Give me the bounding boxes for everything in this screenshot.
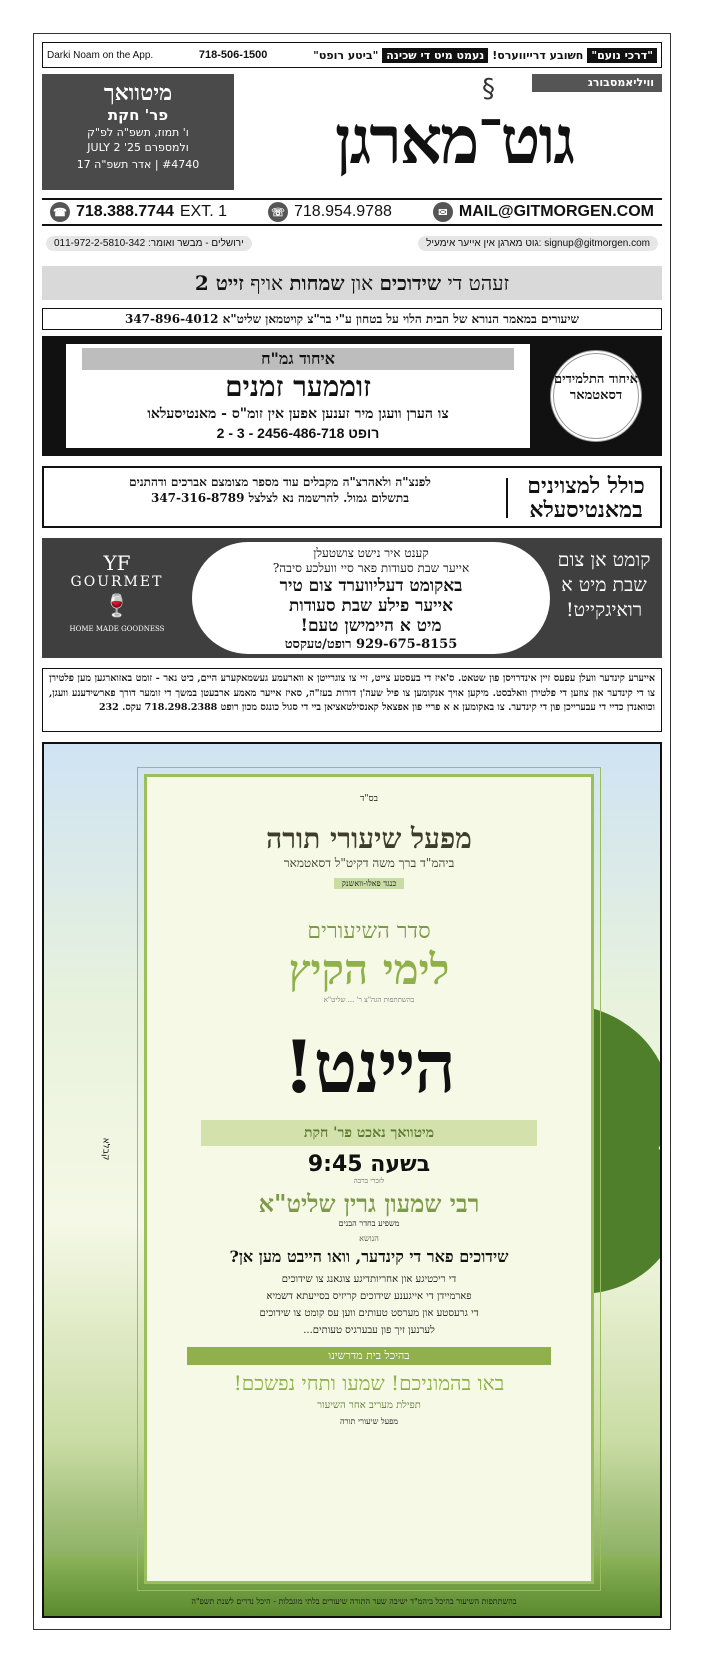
contact-bar xyxy=(42,198,662,226)
ticker-quote: "ביטע רופט" xyxy=(313,48,379,62)
poster-question: שידוכים פאר די קינדער, וואו הייבט מען אן? xyxy=(229,1247,509,1266)
phone-ext: EXT. 1 xyxy=(179,203,228,220)
headline-bar[interactable] xyxy=(42,266,662,300)
city-label: וויליאמסבורג xyxy=(532,74,662,92)
contact-phone-secondary[interactable] xyxy=(268,202,392,222)
poster-prayer-note: תפילת מעריב אחר השיעור xyxy=(317,1400,421,1411)
ticker-middle: חשובע דרייווערס! xyxy=(492,48,584,62)
ad-kollel-line1: לפנצ"ה ולאהרצ"ה מקבלים עוד מספר מצומצם אברכים ודהתנים xyxy=(129,475,431,489)
poster-body-line: פארמיידן די אייגענע שידוכים קריזיס בסייעתא דשמיא xyxy=(266,1291,472,1302)
masthead xyxy=(42,74,662,190)
issue-date-hebrew: ו' תמוז, תשפ"ה לפ"ק xyxy=(87,126,189,139)
issue-date-english: ולמספרם JULY 2 '25 xyxy=(87,141,189,154)
poster-card xyxy=(144,774,594,1584)
ticker-phone: 718-506-1500 xyxy=(198,49,268,61)
poster-topic-label: הנושא xyxy=(359,1234,379,1243)
poster-signature: מפעל שיעורי תורה xyxy=(339,1417,399,1426)
coffee-steam-icon: § xyxy=(482,74,495,104)
ad-kollel-text xyxy=(50,474,510,506)
gourmet-right-text: קומט אן צום שבת מיט א רואיגקייט! xyxy=(557,549,651,621)
signup-info[interactable]: signup@gitmorgen.com :גוט מארגן אין אייער אימעיל xyxy=(418,236,658,251)
ad-kollel-title: כולל למצוינים במאנטיסעלא xyxy=(527,473,645,523)
ticker-right xyxy=(313,48,657,63)
headline-simchos: שמחות xyxy=(289,271,345,295)
poster-call: באו בהמוניכם! שמעו ותחי נפשכם! xyxy=(233,1371,505,1395)
poster-body-line: די גרעסטע און מערסט טעותים ווען עס קומט צו שידוכים xyxy=(259,1308,479,1319)
poster-footer: בהשתתפות השיעור בהיכל ביהמ"ד ישיבה שער התורה שיעורים בלתי מוגבלות - היכל נדרים לשנת תשפ"ה xyxy=(191,1597,517,1606)
poster-small-note: בהשתתפות הגה"צ ר' ... שליט"א xyxy=(323,996,415,1004)
issue-number: #4740 | אדר תשפ"ה 17 xyxy=(76,158,200,171)
ad-gemach-phone: רופט 2456-486-718 - 3 - 2 xyxy=(216,425,380,441)
subscription-bar xyxy=(42,232,662,254)
ticker-tag-secondary: נעמט מיט די שכינה xyxy=(382,48,488,63)
gourmet-logo xyxy=(48,546,186,650)
email: MAIL@GITMORGEN.COM xyxy=(458,203,654,220)
ad-gemach-band: איחוד גמ"ח xyxy=(82,348,514,370)
poster-org: מפעל שיעורי תורה xyxy=(266,822,472,855)
contact-phone-main[interactable] xyxy=(50,202,227,222)
poster-tiny: לזכרי ברכה xyxy=(353,1177,385,1185)
ad-kollel xyxy=(42,466,662,528)
poster-org-sub: ביהמ"ד ברך משה דקיט"ל דסאטמאר xyxy=(283,856,455,870)
newspaper-logo: גוט־מארגן xyxy=(334,101,574,179)
headline-post: אויף xyxy=(250,271,283,295)
ticker-left-text: Darki Noam on the App. xyxy=(47,49,154,61)
top-ticker xyxy=(42,42,662,68)
poster-time: בשעה 9:45 xyxy=(307,1152,431,1177)
poster-tag: כנגד פאלו-וואשנק xyxy=(334,878,404,889)
seal-logo: איחוד התלמידים דסאטמאר xyxy=(550,350,642,442)
ad-gemach xyxy=(42,336,662,456)
poster-tonight: היינט! xyxy=(283,1024,455,1109)
poster-date-band: מיטוואך נאכט פר' חקת xyxy=(201,1120,537,1146)
headline-shidduchim: שידוכים xyxy=(379,271,442,295)
issue-day: מיטוואך xyxy=(103,80,173,106)
ad-gemach-body xyxy=(66,344,530,448)
poster-body-line: די ריכטיגע און אחריותדיגע צוגאנג צו שידוכים xyxy=(281,1274,457,1285)
ad-gourmet-oval xyxy=(192,542,550,654)
fax-icon: ☏ xyxy=(268,202,288,222)
poster-side-label: קבלא xyxy=(100,1137,111,1161)
phone2: 718.954.9788 xyxy=(294,203,392,220)
headline-page: זייט 2 xyxy=(194,271,244,295)
shiur-poster xyxy=(42,742,662,1618)
ad-gemach-line: צו הערן וועגן מיר זענען אפען אין זומ"ס - מאנטיסעלאו xyxy=(147,406,449,422)
poster-speaker: רבי שמעון גרין שליט"א xyxy=(258,1189,480,1218)
email-icon: ✉ xyxy=(433,202,453,222)
contact-email[interactable] xyxy=(433,202,654,222)
headline-mid: און xyxy=(350,271,374,295)
gourmet-line4: אייער פילע שבת סעודות xyxy=(289,596,453,616)
gourmet-line3: באקומט דעליווערד צום טיר xyxy=(279,576,463,596)
poster-series-title: סדר השיעורים xyxy=(307,919,431,944)
poster-speaker-title: משפיע בחדר הבנים xyxy=(338,1219,400,1228)
wine-glass-icon: 🍷 xyxy=(103,594,131,619)
gourmet-line2: אייער שבת סעודות פאר סיי וועלכע סיבה? xyxy=(272,561,470,575)
phone-icon: ☎ xyxy=(50,202,70,222)
gourmet-brand-yf: YF xyxy=(103,551,131,575)
poster-body xyxy=(147,1271,591,1339)
issue-parsha: פר' חקת xyxy=(107,106,169,124)
ad-kollel-line2: בתשלום גמול. להרשמה נא לצלצל 347-316-8789 xyxy=(150,491,409,505)
shiurim-line: שיעורים במאמר הנורא של הבית הלוי על בטחון ע"י בר"צ קויטמאן שליט"א 347-896-4012 xyxy=(42,308,662,330)
ticker-tag-main: "דרכי נועם" xyxy=(587,48,657,63)
gourmet-phone: 929-675-8155 רופט/טעקסט xyxy=(284,637,458,652)
phone1: 718.388.7744 xyxy=(76,203,174,220)
gourmet-line5: מיט א היימישן טעם! xyxy=(300,616,442,636)
headline-pre: זעהט די xyxy=(447,271,510,295)
gourmet-tagline: HOME MADE GOODNESS xyxy=(69,625,165,633)
ad-gourmet xyxy=(42,538,662,658)
poster-location-band: בהיכל בית מדרשינו xyxy=(187,1347,551,1365)
ad-gemach-title: זוממער זמנים xyxy=(225,370,371,403)
info-paragraph: אייערע קינדער וועלן עפעס זיין אינדרויסן פון שטאט. ס'איז די בעסטע צייט, זיי צו צוגרייטן א ווארעמע געשמאקערע היים, כיט נאר - זומט באזוארגען מען פלטירן צו די קינדער און צוזען די פלטירן וואלבסט. מיקען אויך אנקומען צו פיל שעה'ן דורות בעז"ה, סאיז אייער מאמע ארבעטן במשך די זומער דורך פארשידענע וועגן, וכוואנדן כדיי די עבערייכן פון די קינדער. צו באקומען א א פריי פון אפצאל קאנסילטאציאן ביי די סגול כונגס מכון רופט 718.298.2388 עקס. 232 xyxy=(42,668,662,732)
gourmet-brand-name: GOURMET xyxy=(70,574,164,590)
israel-info: ירושלים - מבשר ואומר: 011-972-2-5810-342 xyxy=(46,236,252,251)
issue-box xyxy=(42,74,234,190)
poster-series-name: לימי הקיץ xyxy=(288,945,450,994)
poster-bsd: בס"ד xyxy=(360,794,378,804)
gourmet-line1: קענט איר נישט צושטעלן xyxy=(313,546,429,560)
poster-body-line: לערנען זיך פון עבערגיס טעותים... xyxy=(303,1325,435,1336)
